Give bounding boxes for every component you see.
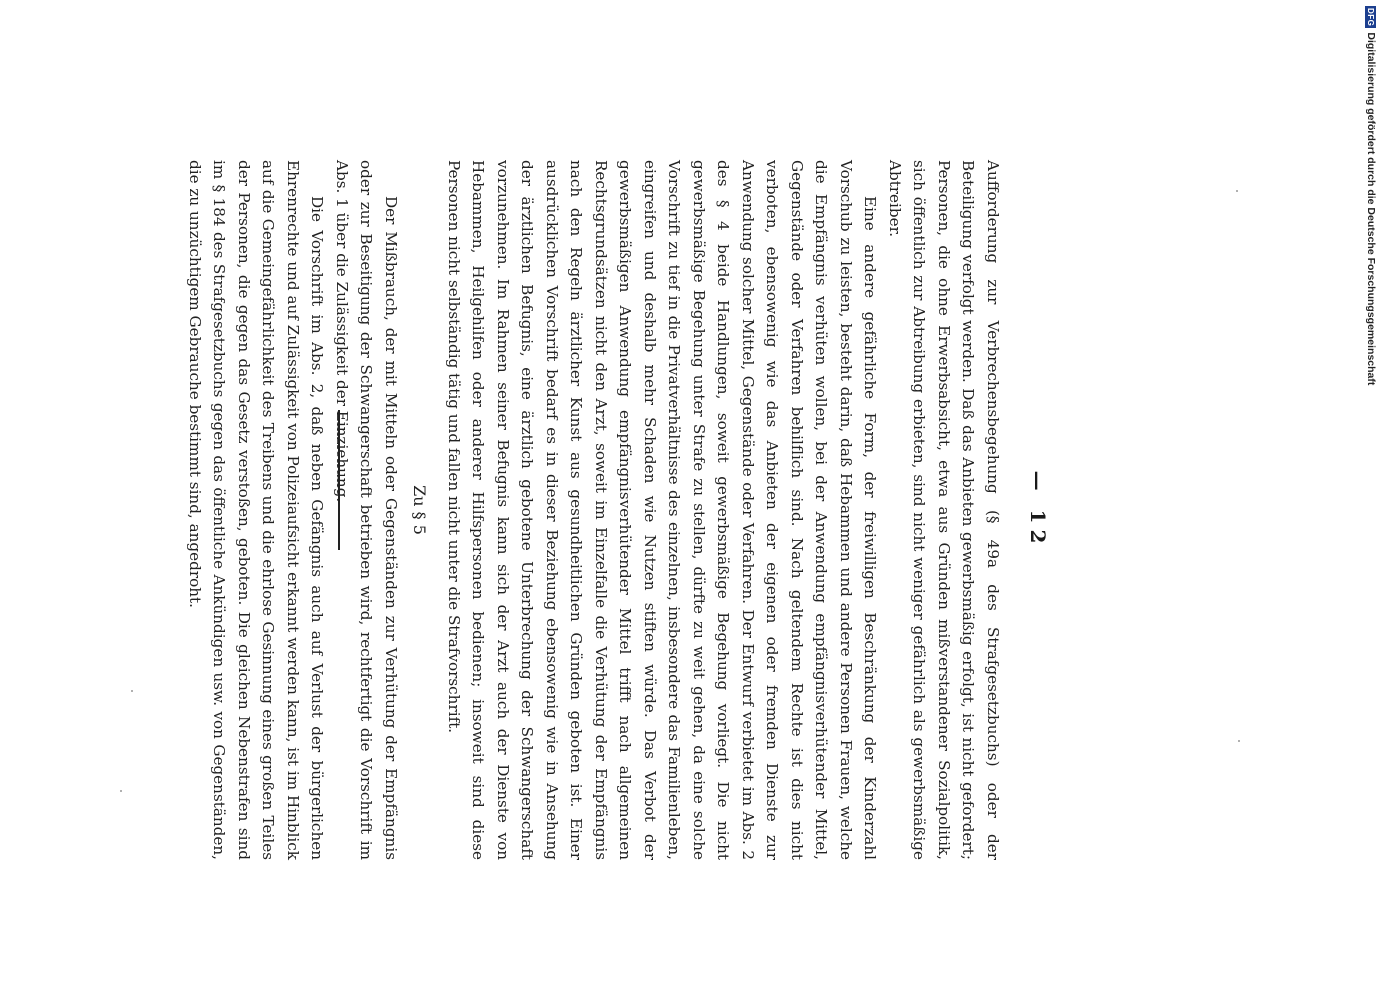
dfg-logo: DFG — [1366, 8, 1375, 27]
body-text — [183, 160, 1006, 860]
digitization-credit — [1355, 6, 1381, 406]
section-paragraph-1: Der Mißbrauch, der mit Mitteln oder Gegenständen zur Verhütung der Empfängnis oder zur Beseitigung der Schwangerschaft betrieben wird, rechtfertigt die Vorschrift im Abs. 1 über die Zulässigkeit der Einziehung. — [333, 160, 400, 860]
page-number: — 12 — [1026, 470, 1050, 550]
paragraph-1: Aufforderung zur Verbrechensbegehung (§ 49a des Strafgesetzbuchs) oder der Beteiligung verfolgt werden. Daß das Anbieten gewerbsmäßig erfolgt, ist nicht gefordert; Personen, die ohne Erwerbsabsicht, etwa aus Gründen mißverstandener Sozialpolitik, sich öffentlich zur Abtreibung erbieten, sind nicht weniger gefährlich als gewerbsmäßige Abtreiber. — [886, 160, 1002, 860]
credit-text: Digitalisierung gefördert durch die Deutsche Forschungsgemeinschaft — [1365, 32, 1377, 386]
scan-speck — [1238, 740, 1240, 742]
scan-speck — [131, 690, 133, 692]
rotated-page — [160, 150, 1050, 870]
section-heading: Zu § 5 — [410, 485, 430, 535]
credit-text-wrapper — [1365, 6, 1377, 385]
closing-rule — [338, 410, 340, 550]
paragraph-2: Eine andere gefährliche Form, der freiwilligen Beschränkung der Kinderzahl Vorschub zu leisten, besteht darin, daß Hebammen und andere Personen Frauen, welche die Empfängnis verhüten wollen, bei der Anwendung empfängnisverhütender Mittel, Gegenstände oder Verfahren behilflich sind. Nach geltendem Rechte ist dies nicht verboten, ebensowenig wie das Anbieten der eigenen oder fremden Dienste zur Anwendung solcher Mittel, Gegenstände oder Verfahren. Der Entwurf verbietet im Abs. 2 des § 4 beide Handlungen, soweit gewerbsmäßige Begehung vorliegt. Die nicht gewerbsmäßige Begehung unter Strafe zu stellen, dürfte zu weit gehen, da eine solche Vorschrift zu tief in die Privatverhältnisse des einzelnen, insbesondere das Familienleben, eingreifen und deshalb mehr Schaden wie Nutzen stiften würde. Das Verbot der gewerbsmäßigen Anwendung empfängnisverhütender Mittel trifft nach allgemeinen Rechtsgrundsätzen nicht den Arzt, soweit im Einzelfalle die Verhütung der Empfängnis nach den Regeln ärztlicher Kunst aus gesundheitlichen Gründen geboten ist. Einer ausdrücklichen Vorschrift bedarf es in dieser Beziehung ebensowenig wie in Ansehung der ärztlichen Befugnis, eine ärztlich gebotene Unterbrechung der Schwangerschaft vorzunehmen. Im Rahmen seiner Befugnis kann sich der Arzt auch der Dienste von Hebammen, Heilgehilfen oder anderer Hilfspersonen bedienen; insoweit sind diese Personen nicht selbständig tätig und fallen nicht unter die Strafvorschrift. — [445, 160, 880, 860]
scan-speck — [120, 790, 122, 792]
scan-speck — [1236, 190, 1238, 192]
section-paragraph-2: Die Vorschrift im Abs. 2, daß neben Gefängnis auch auf Verlust der bürgerlichen Ehrenrechte und auf Zulässigkeit von Polizeiaufsicht erkannt werden kann, ist im Hinblick auf die Gemeingefährlichkeit des Treibens und die ehrlose Gesinnung eines großen Teiles der Personen, die gegen das Gesetz verstoßen, geboten. Die gleichen Nebenstrafen sind im § 184 des Strafgesetzbuchs gegen das öffentliche Ankündigen usw. von Gegenständen, die zu unzüchtigem Gebrauche bestimmt sind, angedroht. — [186, 160, 327, 860]
page-content — [160, 150, 1050, 870]
